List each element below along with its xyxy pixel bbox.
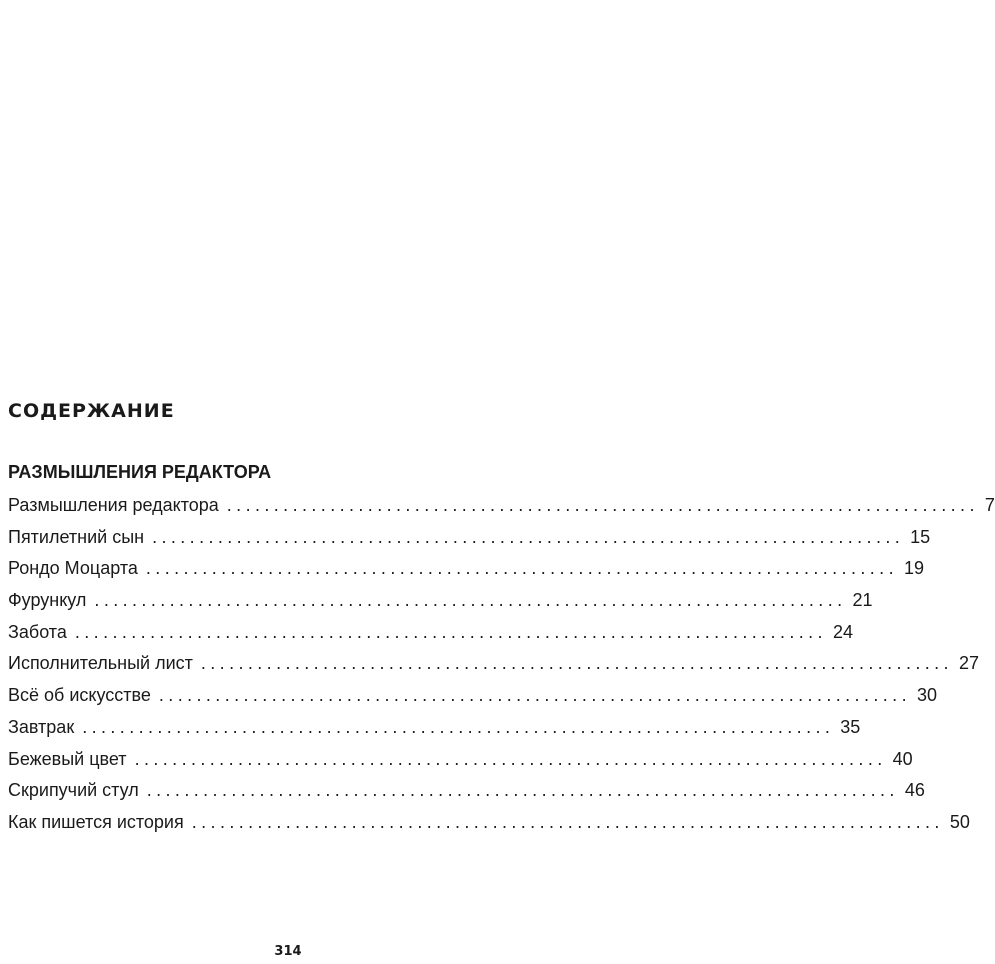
toc-entry-title: Бежевый цвет bbox=[8, 748, 127, 769]
toc-leader-dots: ................................................................................ bbox=[74, 621, 827, 642]
toc-leader-dots: ................................................................................ bbox=[146, 780, 899, 801]
toc-leader-dots: ................................................................................ bbox=[200, 653, 953, 674]
toc-entry-page: 21 bbox=[852, 590, 873, 611]
toc-entry bbox=[8, 491, 995, 523]
toc-leader-dots: ................................................................................ bbox=[145, 558, 898, 579]
toc-entry-page: 50 bbox=[949, 811, 970, 832]
toc-entry-title: Рондо Моцарта bbox=[8, 558, 138, 579]
toc-entry bbox=[8, 523, 931, 555]
toc-entry bbox=[8, 554, 924, 586]
toc-entry-page: 7 bbox=[984, 495, 995, 515]
toc-entry bbox=[8, 681, 937, 713]
toc-leader-dots: ................................................................................ bbox=[94, 590, 847, 611]
toc-entry bbox=[8, 776, 925, 808]
toc-entry-title: Забота bbox=[8, 621, 67, 642]
toc-entry-page: 35 bbox=[840, 716, 861, 737]
toc-entry-page: 30 bbox=[916, 685, 937, 706]
toc-entry-title: Скрипучий стул bbox=[8, 780, 139, 801]
toc-entry bbox=[8, 618, 853, 650]
toc-entry-title: Всё об искусстве bbox=[8, 685, 151, 706]
toc-entry-title: Размышления редактора bbox=[8, 495, 219, 515]
toc-entry-page: 27 bbox=[958, 653, 979, 674]
toc-entry-page: 46 bbox=[904, 780, 925, 801]
toc-entry-title: Фурункул bbox=[8, 590, 87, 611]
toc-entry-page: 19 bbox=[903, 558, 924, 579]
toc-entry-title: Завтрак bbox=[8, 716, 75, 737]
table-of-contents bbox=[8, 491, 995, 840]
toc-leader-dots: ................................................................................ bbox=[191, 811, 944, 832]
toc-entry bbox=[8, 649, 979, 681]
toc-leader-dots: ................................................................................ bbox=[226, 495, 979, 515]
toc-entry-page: 40 bbox=[892, 748, 913, 769]
page-title: СОДЕРЖАНИЕ bbox=[8, 400, 175, 422]
toc-entry-title: Пятилетний сын bbox=[8, 526, 145, 547]
toc-entry-page: 24 bbox=[832, 621, 853, 642]
page-number: 314 bbox=[274, 944, 302, 959]
toc-entry-page: 15 bbox=[910, 526, 931, 547]
toc-entry bbox=[8, 713, 861, 745]
toc-entry-title: Исполнительный лист bbox=[8, 653, 193, 674]
toc-entry bbox=[8, 808, 970, 840]
toc-leader-dots: ................................................................................ bbox=[82, 716, 835, 737]
toc-entry-title: Как пишется история bbox=[8, 811, 184, 832]
section-title: РАЗМЫШЛЕНИЯ РЕДАКТОРА bbox=[8, 462, 272, 482]
toc-leader-dots: ................................................................................ bbox=[134, 748, 887, 769]
toc-entry bbox=[8, 586, 873, 618]
toc-leader-dots: ................................................................................ bbox=[152, 526, 905, 547]
toc-entry bbox=[8, 745, 913, 777]
toc-leader-dots: ................................................................................ bbox=[158, 685, 911, 706]
